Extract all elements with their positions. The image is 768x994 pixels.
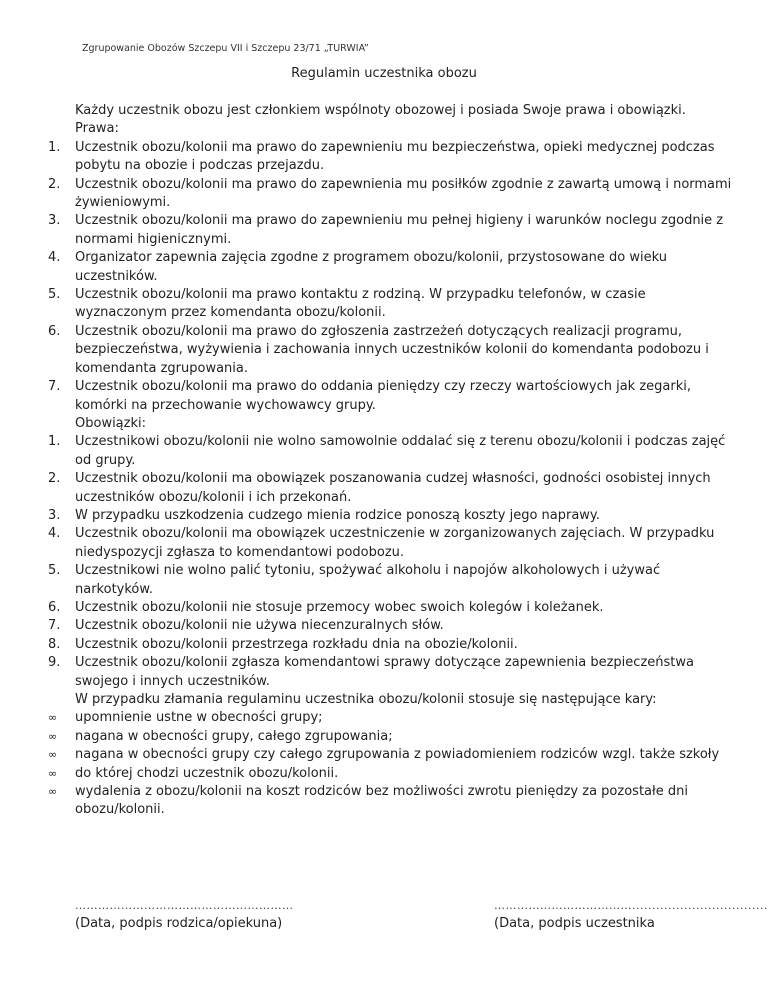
list-number: 2. <box>48 176 61 192</box>
list-number: 2. <box>48 471 61 487</box>
parent-signature-label: (Data, podpis rodzica/opiekuna) <box>75 916 283 931</box>
right-item <box>48 378 738 415</box>
list-number: 5. <box>48 287 61 303</box>
list-number: 7. <box>48 379 61 395</box>
list-number: 6. <box>48 323 61 339</box>
right-item <box>48 286 738 323</box>
list-number: 3. <box>48 507 61 523</box>
document-header: Zgrupowanie Obozów Szczepu VII i Szczepu 23/71 „TURWIA” <box>82 43 369 54</box>
right-item-text: Uczestnik obozu/kolonii ma prawo kontaktu z rodziną. W przypadku telefonów, w czasie wyznaczonym przez komendanta obozu/kolonii. <box>75 287 646 321</box>
rights-list <box>48 139 738 415</box>
right-item-text: Uczestnik obozu/kolonii ma prawo do zapewnieniu mu pełnej higieny i warunków noclegu zgodnie z normami higienicznymi. <box>75 213 724 247</box>
list-number: 5. <box>48 563 61 579</box>
bullet-icon: ∞ <box>48 729 58 743</box>
duty-item <box>48 599 738 617</box>
duty-item-text: Uczestnik obozu/kolonii nie używa niecenzuralnych słów. <box>75 618 444 634</box>
right-item <box>48 212 738 249</box>
penalty-item-text: nagana w obecności grupy, całego zgrupowania; <box>75 728 393 744</box>
duties-list <box>48 433 738 691</box>
right-item-text: Uczestnik obozu/kolonii ma prawo do zapewnienia mu posiłków zgodnie z zawartą umową i normami żywieniowymi. <box>75 176 732 211</box>
penalty-item <box>48 783 738 820</box>
right-item-text: Organizator zapewnia zajęcia zgodne z programem obozu/kolonii, przystosowane do wieku uczestników. <box>75 250 668 284</box>
list-number: 3. <box>48 213 61 229</box>
parent-signature-line: ………………………………………………… <box>75 899 294 912</box>
duty-item <box>48 507 738 525</box>
list-number: 6. <box>48 599 61 615</box>
parent-signature <box>75 897 294 933</box>
right-item <box>48 323 738 378</box>
penalty-item-text: wydalenia z obozu/kolonii na koszt rodziców bez możliwości zwrotu pieniędzy za pozostałe dni obozu/kolonii. <box>75 784 688 818</box>
penalty-item-text: upomnienie ustne w obecności grupy; <box>75 710 323 726</box>
duty-item-text: Uczestnikowi obozu/kolonii nie wolno samowolnie oddalać się z terenu obozu/kolonii i podczas zajęć od grupy. <box>75 434 726 468</box>
duty-item <box>48 525 738 562</box>
duty-item-text: Uczestnik obozu/kolonii ma obowiązek uczestniczenie w zorganizowanych zajęciach. W przypadku niedyspozycji zgłasza to komendantowi podobozu. <box>75 526 715 560</box>
duty-item-text: Uczestnik obozu/kolonii ma obowiązek poszanowania cudzej własności, godności osobistej innych uczestników obozu/kolonii i ich przekonań. <box>75 471 711 505</box>
list-number: 4. <box>48 526 61 542</box>
penalty-item <box>48 709 738 727</box>
participant-signature-line: ……………………………….................................. <box>494 899 768 912</box>
duty-item <box>48 433 738 470</box>
list-number: 1. <box>48 434 61 450</box>
bullet-icon: ∞ <box>48 785 58 799</box>
participant-signature <box>494 897 768 933</box>
right-item <box>48 139 738 176</box>
participant-signature-label: (Data, podpis uczestnika <box>494 916 655 931</box>
duty-item-text: Uczestnik obozu/kolonii nie stosuje przemocy wobec swoich kolegów i koleżanek. <box>75 599 604 615</box>
duty-item-text: Uczestnik obozu/kolonii przestrzega rozkładu dnia na obozie/kolonii. <box>75 636 518 652</box>
bullet-icon: ∞ <box>48 711 58 725</box>
duty-item <box>48 470 738 507</box>
right-item-text: Uczestnik obozu/kolonii ma prawo do oddania pieniędzy czy rzeczy wartościowych jak zegarki, komórki na przechowanie wychowawcy grupy. <box>75 379 691 413</box>
list-number: 1. <box>48 139 61 155</box>
duties-heading: Obowiązki: <box>75 415 146 431</box>
bullet-icon: ∞ <box>48 766 58 780</box>
right-item-text: Uczestnik obozu/kolonii ma prawo do zapewnieniu mu bezpieczeństwa, opieki medycznej podczas pobytu na obozie i podczas przejazdu. <box>75 139 715 174</box>
right-item <box>48 249 738 286</box>
list-number: 7. <box>48 618 61 634</box>
right-item <box>48 176 738 213</box>
bullet-icon: ∞ <box>48 748 58 762</box>
penalty-item <box>48 765 738 783</box>
list-number: 9. <box>48 655 61 671</box>
penalties-list <box>48 709 738 819</box>
rights-heading: Prawa: <box>75 121 119 137</box>
penalties-heading: W przypadku złamania regulaminu uczestnika obozu/kolonii stosuje się następujące kary: <box>75 692 657 707</box>
duty-item <box>48 617 738 635</box>
duty-item-text: Uczestnikowi nie wolno palić tytoniu, spożywać alkoholu i napojów alkoholowych i używać narkotyków. <box>75 563 661 597</box>
list-number: 4. <box>48 250 61 266</box>
document-body <box>48 102 738 820</box>
penalty-item <box>48 728 738 746</box>
duty-item-text: Uczestnik obozu/kolonii zgłasza komendantowi sprawy dotyczące zapewnienia bezpieczeństwa swojego i innych uczestników. <box>75 655 694 689</box>
list-number: 8. <box>48 636 61 652</box>
penalty-item-text: nagana w obecności grupy czy całego zgrupowania z powiadomieniem rodziców wzgl. także szkoły <box>75 747 720 763</box>
penalty-item <box>48 746 738 764</box>
intro-paragraph: Każdy uczestnik obozu jest członkiem wspólnoty obozowej i posiada Swoje prawa i obowiązki. <box>75 103 686 118</box>
document-title: Regulamin uczestnika obozu <box>291 66 477 81</box>
duty-item-text: W przypadku uszkodzenia cudzego mienia rodzice ponoszą koszty jego naprawy. <box>75 507 600 523</box>
duty-item <box>48 636 738 654</box>
penalty-item-text: do której chodzi uczestnik obozu/kolonii. <box>75 765 339 781</box>
duty-item <box>48 562 738 599</box>
duty-item <box>48 654 738 691</box>
right-item-text: Uczestnik obozu/kolonii ma prawo do zgłoszenia zastrzeżeń dotyczących realizacji programu, bezpieczeństwa, wyżywienia i zachowania innych uczestników kolonii do komendanta podobozu i komendanta zgrupowania. <box>75 323 709 376</box>
